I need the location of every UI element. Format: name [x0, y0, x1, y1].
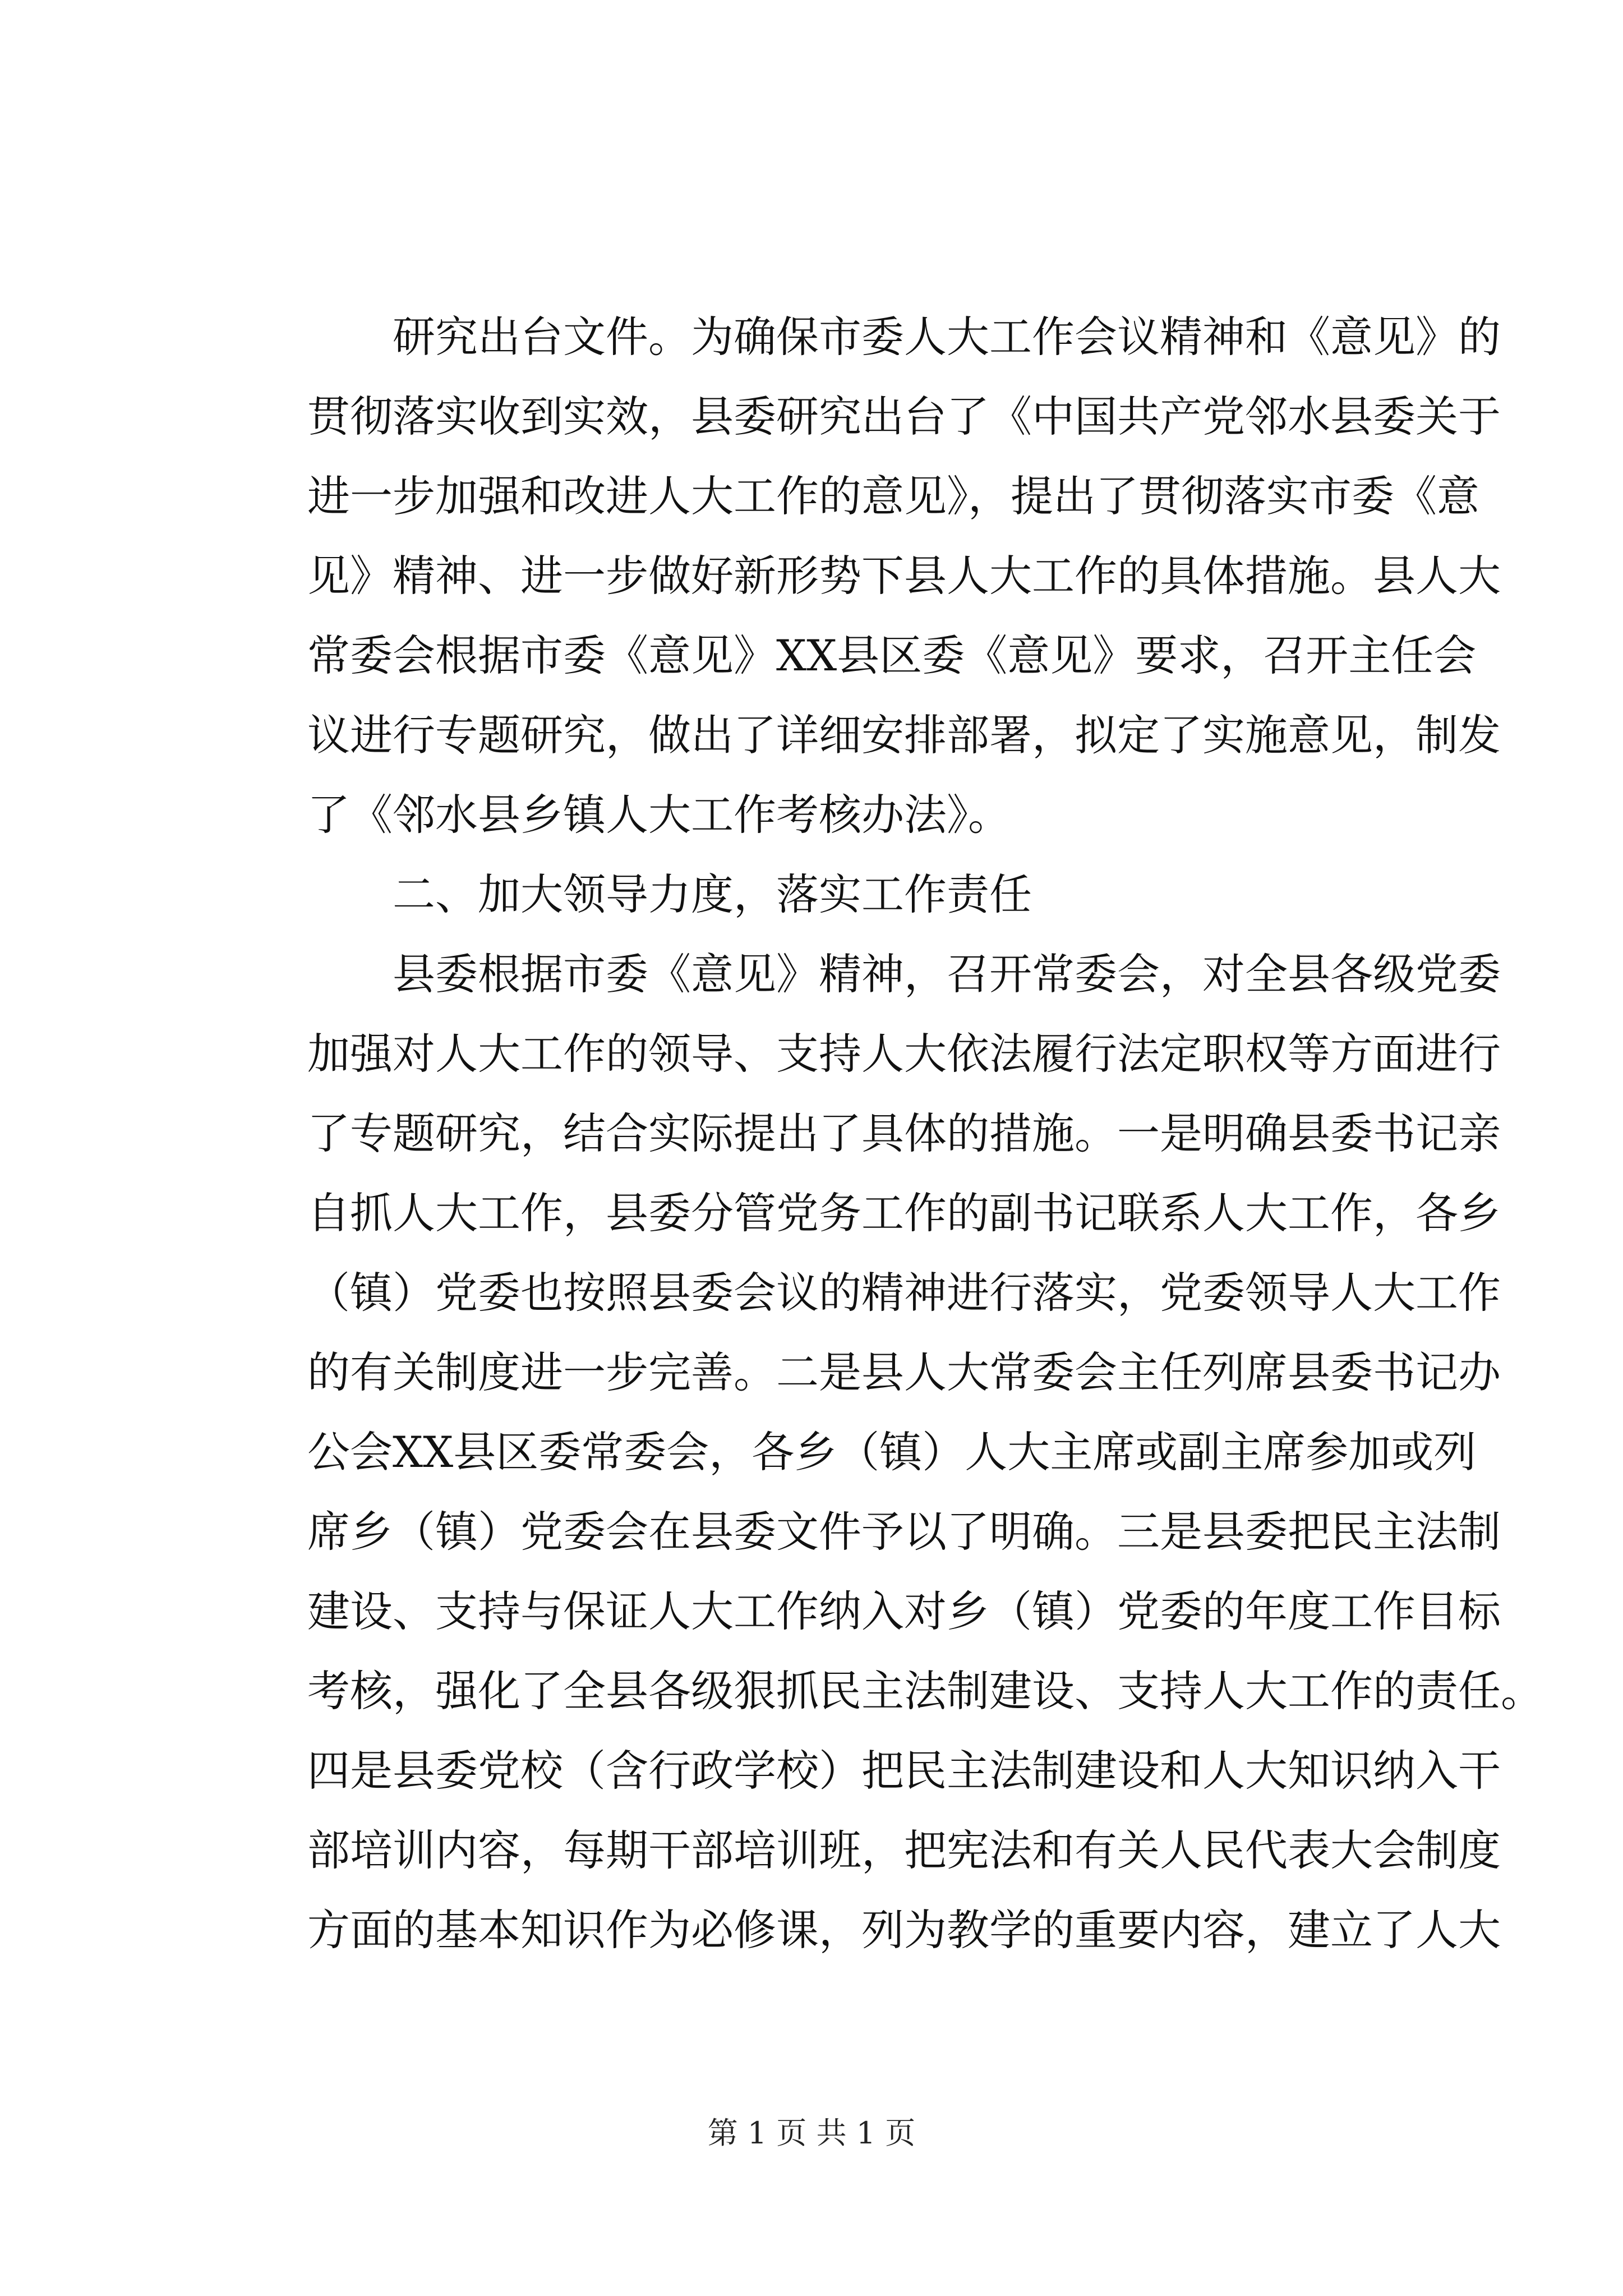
text-line: 加强对人大工作的领导、支持人大依法履行法定职权等方面进行: [307, 1029, 1501, 1079]
text-line: 四是县委党校（含行政学校）把民主法制建设和人大知识纳入干: [307, 1746, 1501, 1796]
text-line: 席乡（镇）党委会在县委文件予以了明确。三是县委把民主法制: [307, 1507, 1501, 1557]
text-line: 了《邻水县乡镇人大工作考核办法》。: [307, 790, 1011, 840]
text-line: 部培训内容，每期干部培训班，把宪法和有关人民代表大会制度: [307, 1825, 1501, 1875]
text-line: 研究出台文件。为确保市委人大工作会议精神和《意见》的: [393, 312, 1501, 362]
text-line: 县委根据市委《意见》精神，召开常委会，对全县各级党委: [393, 949, 1501, 999]
text-line: 自抓人大工作，县委分管党务工作的副书记联系人大工作，各乡: [307, 1188, 1501, 1238]
text-line: 了专题研究，结合实际提出了具体的措施。一是明确县委书记亲: [307, 1108, 1501, 1158]
page-footer: 第 1 页 共 1 页: [707, 2115, 916, 2151]
text-line: 的有关制度进一步完善。二是县人大常委会主任列席县委书记办: [307, 1347, 1501, 1397]
text-line: 进一步加强和改进人大工作的意见》，提出了贯彻落实市委《意: [307, 471, 1479, 521]
text-line: （镇）党委也按照县委会议的精神进行落实，党委领导人大工作: [307, 1268, 1501, 1318]
text-line: 贯彻落实收到实效，县委研究出台了《中国共产党邻水县委关于: [307, 392, 1501, 441]
text-line: 建设、支持与保证人大工作纳入对乡（镇）党委的年度工作目标: [307, 1586, 1501, 1636]
text-line: 二、加大领导力度，落实工作责任: [393, 869, 1032, 919]
text-line: 公会XX县区委常委会，各乡（镇）人大主席或副主席参加或列: [307, 1427, 1477, 1477]
text-line: 议进行专题研究，做出了详细安排部署，拟定了实施意见，制发: [307, 710, 1501, 760]
text-line: 常委会根据市委《意见》XX县区委《意见》要求，召开主任会: [307, 631, 1477, 680]
text-line: 见》精神、进一步做好新形势下县人大工作的具体措施。县人大: [307, 551, 1501, 601]
text-line: 考核，强化了全县各级狠抓民主法制建设、支持人大工作的责任。: [307, 1666, 1543, 1716]
document-body: [307, 297, 1543, 1970]
text-line: 方面的基本知识作为必修课，列为教学的重要内容，建立了人大: [307, 1905, 1501, 1955]
